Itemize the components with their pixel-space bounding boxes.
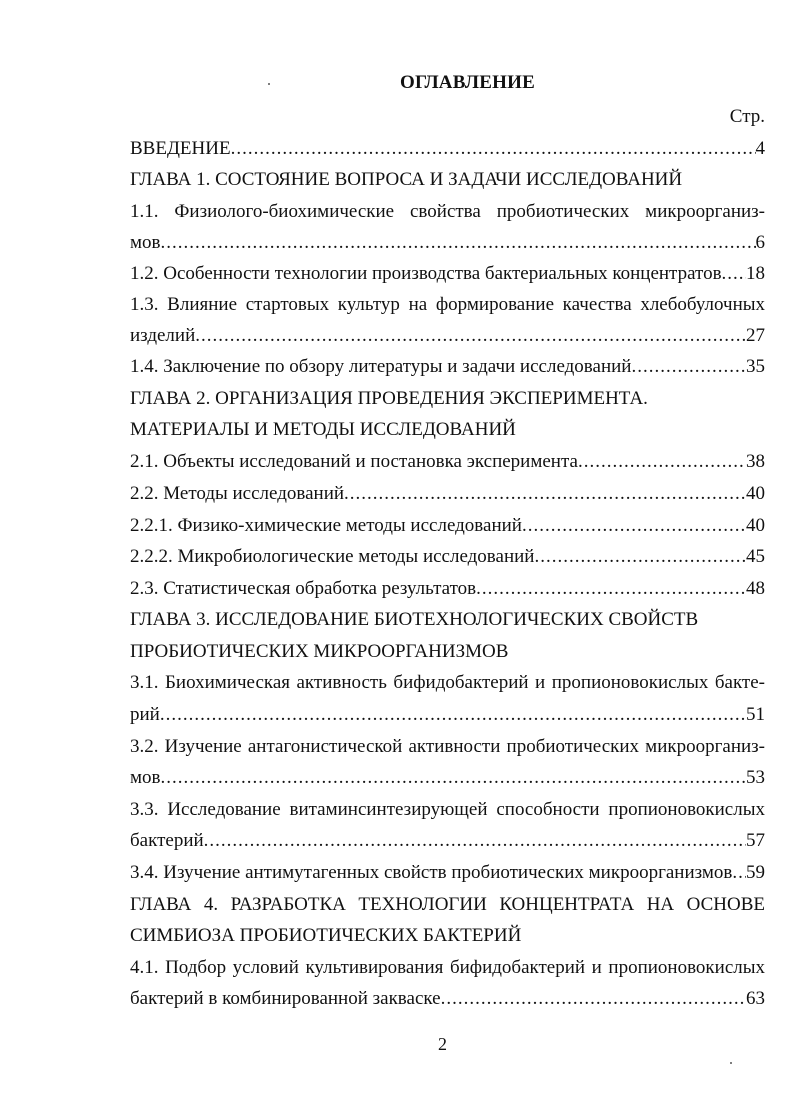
toc-entry-4-1-line-1[interactable]: 4.1. Подбор условий культивирования бифидобактерий и пропионовокислых — [130, 957, 765, 978]
page-title: ОГЛАВЛЕНИЕ — [400, 72, 535, 93]
toc-entry-text: 2.2. Методы исследований — [130, 483, 345, 504]
toc-entry-1-3-line-1[interactable]: 1.3. Влияние стартовых культур на формирование качества хлебобулочных — [130, 294, 765, 315]
toc-entry-3-3-line-2[interactable] — [130, 829, 765, 853]
leader-dots — [204, 829, 746, 853]
leader-dots — [476, 577, 746, 601]
toc-entry-1-1-line-2[interactable] — [130, 231, 765, 255]
toc-chapter-4-heading-line-1[interactable]: ГЛАВА 4. РАЗРАБОТКА ТЕХНОЛОГИИ КОНЦЕНТРАТА НА ОСНОВЕ — [130, 894, 765, 915]
toc-entry-text: рий — [130, 704, 160, 725]
scan-speck — [268, 83, 270, 85]
toc-entry-introduction[interactable] — [130, 137, 765, 161]
leader-dots — [631, 355, 746, 379]
leader-dots — [534, 545, 746, 569]
leader-dots — [441, 987, 746, 1011]
toc-chapter-2-heading-line-1[interactable]: ГЛАВА 2. ОРГАНИЗАЦИЯ ПРОВЕДЕНИЯ ЭКСПЕРИМЕНТА. — [130, 388, 648, 409]
toc-entry-3-1-line-1[interactable]: 3.1. Биохимическая активность бифидобактерий и пропионовокислых бакте- — [130, 672, 765, 693]
toc-entry-2-2-1[interactable] — [130, 514, 765, 538]
toc-entry-page: 18 — [746, 263, 765, 284]
toc-entry-2-3[interactable] — [130, 577, 765, 601]
toc-entry-1-3-line-2[interactable] — [130, 324, 765, 348]
toc-entry-text: бактерий — [130, 830, 204, 851]
leader-dots — [195, 324, 746, 348]
toc-entry-3-3-line-1[interactable]: 3.3. Исследование витаминсинтезирующей способности пропионовокислых — [130, 799, 765, 820]
leader-dots — [161, 766, 747, 790]
toc-chapter-3-heading-line-1[interactable]: ГЛАВА 3. ИССЛЕДОВАНИЕ БИОТЕХНОЛОГИЧЕСКИХ СВОЙСТВ — [130, 609, 699, 630]
toc-entry-page: 38 — [746, 451, 765, 472]
leader-dots — [722, 262, 746, 286]
toc-entry-page: 35 — [746, 356, 765, 377]
toc-entry-page: 4 — [755, 138, 765, 159]
toc-entry-4-1-line-2[interactable] — [130, 987, 765, 1011]
toc-entry-text: ВВЕДЕНИЕ — [130, 138, 231, 159]
leader-dots — [522, 514, 746, 538]
toc-entry-page: 45 — [746, 546, 765, 567]
toc-entry-page: 57 — [746, 830, 765, 851]
leader-dots — [161, 231, 756, 255]
toc-entry-3-1-line-2[interactable] — [130, 703, 765, 727]
toc-entry-text: 1.2. Особенности технологии производства бактериальных концентратов — [130, 263, 722, 284]
toc-entry-2-2-2[interactable] — [130, 545, 765, 569]
toc-entry-text: бактерий в комбинированной закваске — [130, 988, 441, 1009]
page-column-label: Стр. — [729, 106, 765, 127]
toc-entry-text: 1.4. Заключение по обзору литературы и задачи исследований — [130, 356, 632, 377]
toc-entry-text: 2.3. Статистическая обработка результатов — [130, 578, 477, 599]
toc-entry-text: 3.4. Изучение антимутагенных свойств пробиотических микроорганизмов — [130, 862, 733, 883]
toc-entry-page: 63 — [746, 988, 765, 1009]
toc-entry-page: 53 — [746, 767, 765, 788]
toc-entry-page: 51 — [746, 704, 765, 725]
toc-entry-text: 2.1. Объекты исследований и постановка эксперимента — [130, 451, 578, 472]
page-number: 2 — [438, 1034, 447, 1054]
toc-entry-2-1[interactable] — [130, 450, 765, 474]
toc-entry-page: 40 — [746, 515, 765, 536]
toc-entry-text: мов — [130, 767, 161, 788]
toc-entry-text: 2.2.2. Микробиологические методы исследований — [130, 546, 535, 567]
leader-dots — [160, 703, 746, 727]
toc-entry-1-4[interactable] — [130, 355, 765, 379]
scan-speck — [730, 1062, 732, 1064]
toc-entry-3-4[interactable] — [130, 861, 765, 885]
leader-dots — [231, 137, 756, 161]
toc-chapter-2-heading-line-2[interactable]: МАТЕРИАЛЫ И МЕТОДЫ ИССЛЕДОВАНИЙ — [130, 419, 516, 440]
leader-dots — [732, 861, 746, 885]
toc-chapter-1-heading[interactable]: ГЛАВА 1. СОСТОЯНИЕ ВОПРОСА И ЗАДАЧИ ИССЛЕДОВАНИЙ — [130, 169, 683, 190]
toc-chapter-3-heading-line-2[interactable]: ПРОБИОТИЧЕСКИХ МИКРООРГАНИЗМОВ — [130, 641, 509, 662]
toc-entry-2-2[interactable] — [130, 482, 765, 506]
toc-entry-1-2[interactable] — [130, 262, 765, 286]
leader-dots — [344, 482, 746, 506]
toc-entry-text: 2.2.1. Физико-химические методы исследований — [130, 515, 522, 536]
toc-entry-3-2-line-1[interactable]: 3.2. Изучение антагонистической активности пробиотических микроорганиз- — [130, 736, 765, 757]
toc-entry-text: мов — [130, 232, 161, 253]
toc-chapter-4-heading-line-2[interactable]: СИМБИОЗА ПРОБИОТИЧЕСКИХ БАКТЕРИЙ — [130, 925, 522, 946]
toc-entry-text: изделий — [130, 325, 196, 346]
toc-entry-page: 48 — [746, 578, 765, 599]
leader-dots — [578, 450, 746, 474]
toc-entry-page: 6 — [755, 232, 765, 253]
toc-entry-page: 59 — [746, 862, 765, 883]
toc-entry-page: 40 — [746, 483, 765, 504]
toc-entry-1-1-line-1[interactable]: 1.1. Физиолого-биохимические свойства пробиотических микроорганиз- — [130, 201, 765, 222]
toc-entry-3-2-line-2[interactable] — [130, 766, 765, 790]
toc-entry-page: 27 — [746, 325, 765, 346]
